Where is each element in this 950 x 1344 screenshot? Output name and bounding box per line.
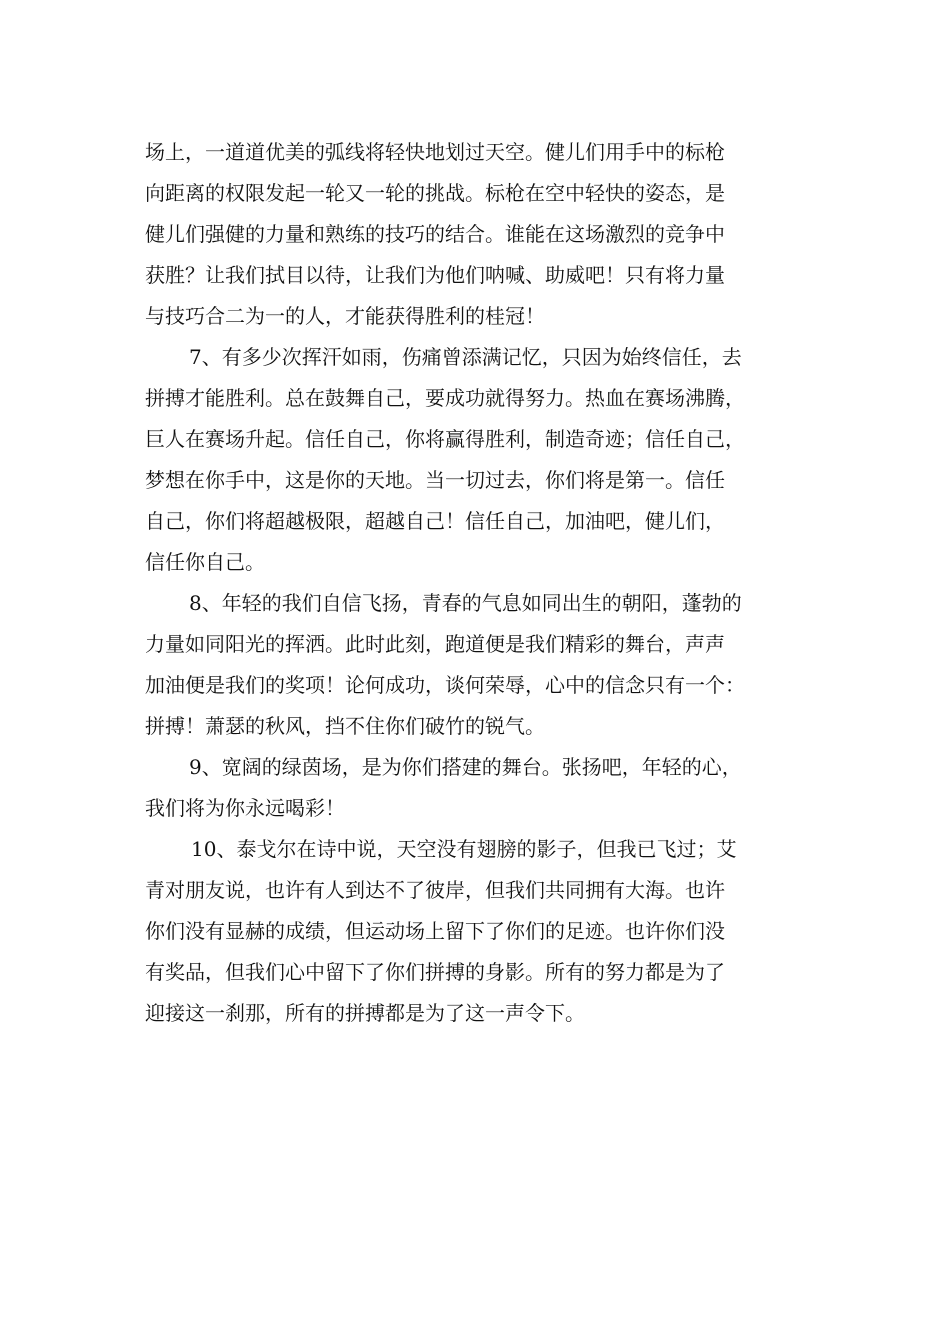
text-line: 场上，一道道优美的弧线将轻快地划过天空。健儿们用手中的标枪 [145,140,725,164]
text-line: 8、年轻的我们自信飞扬，青春的气息如同出生的朝阳，蓬勃的 [189,591,742,615]
text-line: 梦想在你手中，这是你的天地。当一切过去，你们将是第一。信任 [145,468,725,492]
text-line: 信任你自己。 [145,550,265,574]
text-line: 向距离的权限发起一轮又一轮的挑战。标枪在空中轻快的姿态，是 [145,181,725,205]
paragraph-item-7 [145,337,815,583]
text-line: 巨人在赛场升起。信任自己，你将赢得胜利，制造奇迹；信任自己， [145,427,745,451]
paragraph-item-9 [145,747,815,829]
text-line: 拼搏！萧瑟的秋风，挡不住你们破竹的锐气。 [145,714,545,738]
text-line: 与技巧合二为一的人，才能获得胜利的桂冠！ [145,304,545,328]
text-line: 10、泰戈尔在诗中说，天空没有翅膀的影子，但我已飞过；艾 [191,837,737,861]
text-line: 迎接这一刹那，所有的拼搏都是为了这一声令下。 [145,1001,585,1025]
document-body [145,132,815,1034]
paragraph-continued [145,132,815,337]
paragraph-item-10 [145,829,815,1034]
text-line: 你们没有显赫的成绩，但运动场上留下了你们的足迹。也许你们没 [145,919,725,943]
text-line: 获胜？让我们拭目以待，让我们为他们呐喊、助威吧！只有将力量 [145,263,725,287]
text-line: 自己，你们将超越极限，超越自己！信任自己，加油吧，健儿们， [145,509,725,533]
paragraph-item-8 [145,583,815,747]
text-line: 加油便是我们的奖项！论何成功，谈何荣辱，心中的信念只有一个： [145,673,745,697]
text-line: 7、有多少次挥汗如雨，伤痛曾添满记忆，只因为始终信任，去 [189,345,742,369]
text-line: 健儿们强健的力量和熟练的技巧的结合。谁能在这场激烈的竞争中 [145,222,725,246]
text-line: 有奖品，但我们心中留下了你们拼搏的身影。所有的努力都是为了 [145,960,725,984]
text-line: 力量如同阳光的挥洒。此时此刻，跑道便是我们精彩的舞台，声声 [145,632,725,656]
text-line: 9、宽阔的绿茵场，是为你们搭建的舞台。张扬吧，年轻的心， [189,755,742,779]
text-line: 拼搏才能胜利。总在鼓舞自己，要成功就得努力。热血在赛场沸腾， [145,386,745,410]
text-line: 我们将为你永远喝彩！ [145,796,345,820]
text-line: 青对朋友说，也许有人到达不了彼岸，但我们共同拥有大海。也许 [145,878,725,902]
